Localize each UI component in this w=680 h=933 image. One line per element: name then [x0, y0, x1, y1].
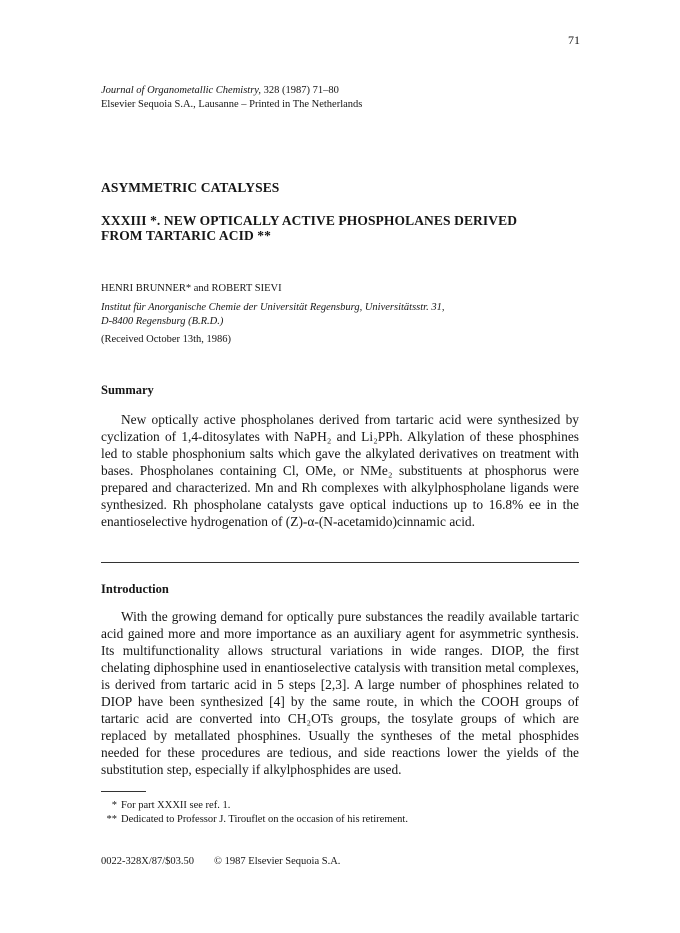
footnotes: [101, 799, 408, 827]
introduction-body: [101, 608, 579, 778]
received-date: (Received October 13th, 1986): [101, 334, 232, 345]
affiliation-line-1: Institut für Anorganische Chemie der Universität Regensburg, Universitätsstr. 31,: [101, 302, 445, 313]
journal-citation-line: [101, 84, 362, 98]
summary-paragraph: New optically active phospholanes derived from tartaric acid were synthesized by cyclization of 1,4-ditosylates with NaPH₂ and Li₂PPh. Alkylation of these phosphines led to stable phosphonium salts which gave the alkylated derivatives on treatment with bases. Phospholanes containing Cl, OMe, or NMe₂ substituents at phosphorus were prepared and characterized. Mn and Rh complexes with alkylphospholane ligands were synthesized. Rh phospholane catalysts gave optical inductions up to 16.8% ee in the enantioselective hydrogenation of (Z)-α-(N-acetamido)cinnamic acid.: [101, 412, 579, 529]
journal-header: [101, 84, 362, 112]
paper-title: [101, 213, 517, 243]
publisher-line: Elsevier Sequoia S.A., Lausanne – Printed in The Netherlands: [101, 99, 363, 110]
affiliation: [101, 301, 444, 329]
footnote-text: For part XXXII see ref. 1.: [121, 800, 231, 811]
footnote: [101, 813, 408, 827]
summary-heading: Summary: [101, 383, 154, 397]
summary-divider: [101, 562, 579, 563]
copyright-notice: © 1987 Elsevier Sequoia S.A.: [214, 856, 341, 867]
copyright-line: [101, 856, 340, 867]
footnote: [101, 799, 408, 813]
introduction-heading: Introduction: [101, 582, 169, 596]
journal-name: Journal of Organometallic Chemistry,: [101, 85, 262, 96]
paper-title-line-1: XXXIII *. NEW OPTICALLY ACTIVE PHOSPHOLANES DERIVED: [101, 213, 518, 228]
footnote-mark: *: [111, 800, 117, 811]
paper-series-title: ASYMMETRIC CATALYSES: [101, 180, 280, 195]
page-number: 71: [568, 33, 580, 47]
introduction-paragraph: With the growing demand for optically pure substances the readily available tartaric acid gained more and more importance as an auxiliary agent for asymmetric synthesis. Its multifunctionality allows structural variations in wide ranges. DIOP, the first chelating diphosphine used in enantioselective catalysis with transition metal complexes, is derived from tartaric acid in 5 steps [2,3]. A large number of phosphines related to DIOP have been synthesized [4] by the same route, in which the COOH groups of tartaric acid are converted into CH₂OTs groups, the tosylate groups of which are replaced by metallated phosphines. Usually the syntheses of the metal phosphides needed for these procedures are tedious, and side reactions lower the yields of the substitution step, especially if alkylphosphides are used.: [101, 609, 579, 777]
issn-price: 0022-328X/87/$03.50: [101, 856, 195, 867]
footnote-divider: [101, 791, 146, 792]
summary-body: [101, 411, 579, 530]
journal-citation: 328 (1987) 71–80: [263, 85, 339, 96]
paper-title-line-2: FROM TARTARIC ACID **: [101, 228, 272, 243]
footnote-text: Dedicated to Professor J. Tirouflet on the occasion of his retirement.: [121, 814, 408, 825]
authors: HENRI BRUNNER* and ROBERT SIEVI: [101, 283, 282, 294]
footnote-mark: **: [106, 814, 117, 825]
affiliation-line-2: D-8400 Regensburg (B.R.D.): [101, 316, 224, 327]
